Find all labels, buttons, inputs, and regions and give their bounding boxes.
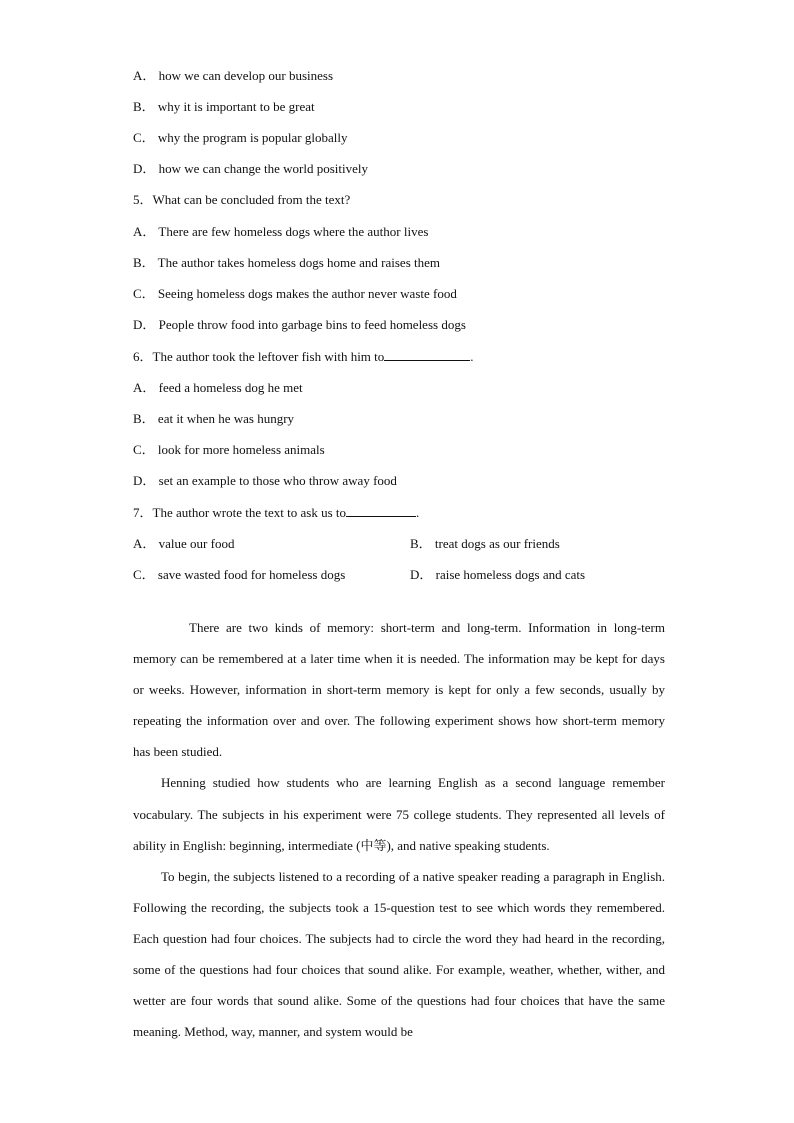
passage-paragraph-2: Henning studied how students who are learning English as a second language remember vocabulary. The subjects in his experiment were 75 college students. They represented all levels of ability in English: beginning, intermediate (中等), and native speaking students. <box>133 775 665 853</box>
reading-passage <box>133 612 665 1047</box>
q7-stem-end: . <box>416 505 420 520</box>
q6-answer-blank <box>384 348 470 361</box>
q6-option-a: A． feed a homeless dog he met <box>133 380 303 395</box>
q7-option-c: C． save wasted food for homeless dogs <box>133 567 346 582</box>
q4-option-a: A． how we can develop our business <box>133 68 334 83</box>
q5-option-c: C． Seeing homeless dogs makes the author never waste food <box>133 286 457 301</box>
q6-stem: 6．The author took the leftover fish with him to <box>133 349 385 364</box>
q4-option-c: C． why the program is popular globally <box>133 130 348 145</box>
q5-option-b: B． The author takes homeless dogs home and raises them <box>133 255 441 270</box>
q7-answer-blank <box>346 504 416 517</box>
q6-option-c: C． look for more homeless animals <box>133 442 325 457</box>
q7-option-b: B． treat dogs as our friends <box>410 536 560 551</box>
passage-paragraph-3: To begin, the subjects listened to a recording of a native speaker reading a paragraph in English. Following the recording, the subjects took a 15-question test to see which words they remembered. Each question had four choices. The subjects had to circle the word they had heard in the recording, some of the questions had four choices that sound alike. For example, weather, whether, wither, and wetter are four words that sound alike. Some of the questions had four choices that have the same meaning. Method, way, manner, and system would be <box>133 868 665 1040</box>
q6-stem-line <box>133 348 474 365</box>
q6-stem-end: . <box>470 349 474 364</box>
q5-option-d: D． People throw food into garbage bins to feed homeless dogs <box>133 317 466 332</box>
q6-option-d: D． set an example to those who throw away food <box>133 473 397 488</box>
q6-option-b: B． eat it when he was hungry <box>133 411 295 426</box>
q5-stem: 5．What can be concluded from the text? <box>133 192 351 207</box>
q5-option-a: A． There are few homeless dogs where the author lives <box>133 224 429 239</box>
q7-option-a: A． value our food <box>133 536 235 551</box>
q7-stem: 7．The author wrote the text to ask us to <box>133 505 347 520</box>
q7-option-d: D． raise homeless dogs and cats <box>410 567 586 582</box>
q4-option-d: D． how we can change the world positively <box>133 161 369 176</box>
q7-stem-line <box>133 504 419 521</box>
passage-paragraph-1: There are two kinds of memory: short-term and long-term. Information in long-term memory can be remembered at a later time when it is needed. The information may be kept for days or weeks. However, information in short-term memory is kept for only a few seconds, usually by repeating the information over and over. The following experiment shows how short-term memory has been studied. <box>133 620 665 760</box>
q4-option-b: B． why it is important to be great <box>133 99 315 114</box>
